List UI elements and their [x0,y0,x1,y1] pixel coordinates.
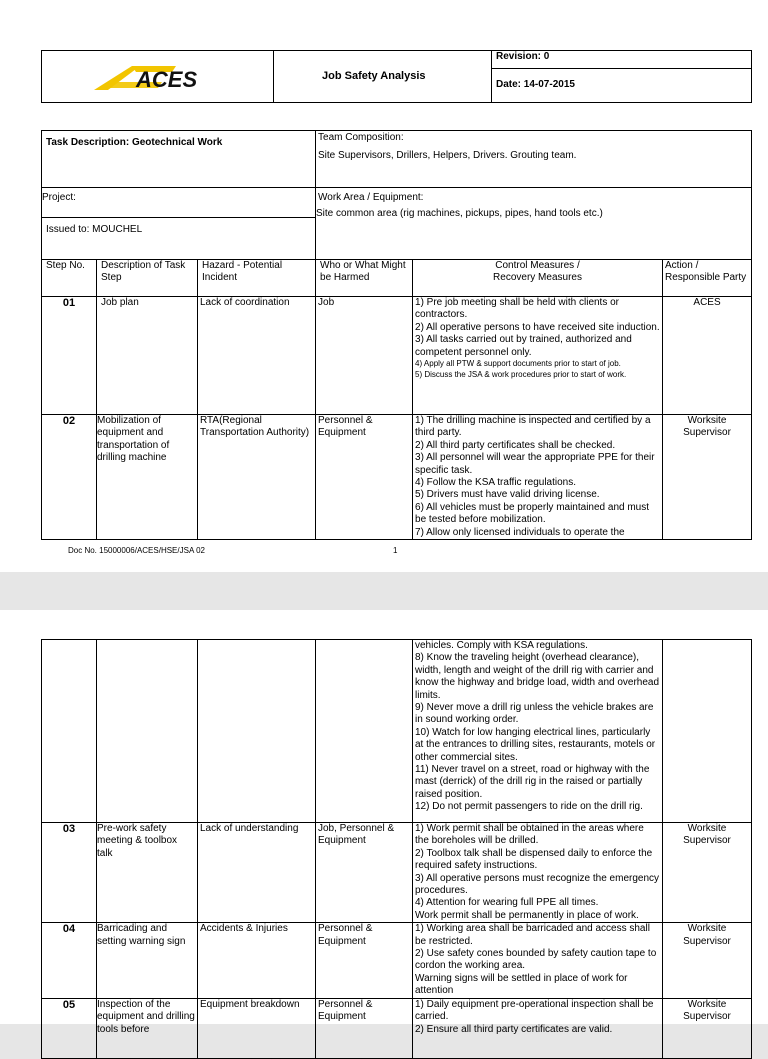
task-step: Inspection of the equipment and drilling tools before [97,998,198,1058]
control-measure: 3) All operative persons must recognize the emergency procedures. [415,872,660,897]
harmed [316,640,413,823]
hazard: Equipment breakdown [198,998,316,1058]
table-row [42,297,752,415]
control-measures [413,998,663,1058]
task-step: Pre-work safety meeting & toolbox talk [97,823,198,923]
col-header-who: Who or What Might be Harmed [316,260,413,297]
revision-label: Revision: 0 [492,51,752,69]
page-number: 1 [393,546,398,555]
control-measures [413,923,663,998]
task-step: Job plan [97,297,198,415]
responsible-party [663,640,752,823]
control-measure: 6) All vehicles must be properly maintained and must be tested before mobilization. [415,501,650,526]
svg-text:ACES: ACES [136,67,198,92]
harmed: Personnel & Equipment [316,998,413,1058]
table-row [42,823,752,923]
responsible-party: Worksite Supervisor [663,923,752,998]
task-step: Mobilization of equipment and transportation of drilling machine [97,415,198,540]
step-number: 04 [42,923,97,998]
col-header-action: Action / Responsible Party [663,260,752,297]
work-area-cell [316,188,752,260]
team-composition-label: Team Composition: [318,132,404,143]
hazard [198,640,316,823]
control-measure: 2) Ensure all third party certificates are valid. [415,1023,613,1035]
harmed: Personnel & Equipment [316,923,413,998]
control-measure: 2) Use safety cones bounded by safety caution tape to cordon the working area. [415,948,657,972]
aces-logo [92,62,232,92]
hazard: Accidents & Injuries [198,923,316,998]
control-measure: 3) All personnel will wear the appropriate PPE for their specific task. [415,452,655,476]
col-header-control: Control Measures / Recovery Measures [413,260,663,297]
control-measure: 2) Toolbox talk shall be dispensed daily to enforce the required safety instructions. [415,847,653,872]
col-header-hazard: Hazard - Potential Incident [198,260,316,297]
step-number: 05 [42,998,97,1058]
task-description: Task Description: Geotechnical Work [42,131,316,188]
control-measures [413,823,663,923]
issued-to: Issued to: MOUCHEL [42,218,316,260]
jsa-table-page-1 [41,130,752,540]
control-measure: 2) All operative persons to have received site induction. [415,321,660,333]
harmed: Job [316,297,413,415]
doc-number: Doc No. 15000006/ACES/HSE/JSA 02 [68,546,205,555]
control-measures [413,415,663,540]
step-number: 01 [42,297,97,415]
responsible-party: Worksite Supervisor [663,998,752,1058]
control-measure: 2) All third party certificates shall be checked. [415,439,616,451]
work-area-label: Work Area / Equipment: [318,192,424,203]
team-composition-cell [316,131,752,188]
project-label: Project: [42,188,316,218]
hazard: Lack of understanding [198,823,316,923]
control-measure: 1) Working area shall be barricaded and access shall be restricted. [415,923,650,947]
hazard: Lack of coordination [198,297,316,415]
step-number: 02 [42,415,97,540]
control-measure: 10) Watch for low hanging electrical lines, particularly at the entrances to drilling sites, restaurants, motels or other commercial sites. [415,726,656,763]
control-measure: 5) Discuss the JSA & work procedures prior to start of work. [415,369,627,379]
task-step [97,640,198,823]
control-measure: 12) Do not permit passengers to ride on the drill rig. [415,801,643,813]
control-measure: Work permit shall be permanently in place of work. [415,909,639,921]
control-measure: 9) Never move a drill rig unless the vehicle brakes are in sound working order. [415,702,654,726]
control-measure: 3) All tasks carried out by trained, authorized and competent personnel only. [415,334,632,358]
control-measure: 5) Drivers must have valid driving license. [415,489,600,501]
control-measure: 4) Follow the KSA traffic regulations. [415,477,577,489]
table-row [42,415,752,540]
hazard: RTA(Regional Transportation Authority) [198,415,316,540]
jsa-table-page-2 [41,639,752,1059]
column-header-row [42,260,752,297]
control-measure: Warning signs will be settled in place of work for attention [415,972,628,997]
document-page-2 [0,610,768,1035]
table-row [42,923,752,998]
control-measures [413,640,663,823]
document-title: Job Safety Analysis [274,51,492,103]
control-measure: 4) Apply all PTW & support documents prior to start of job. [415,359,621,369]
work-area-value: Site common area (rig machines, pickups, pipes, hand tools etc.) [316,208,603,220]
control-measure: 11) Never travel on a street, road or highway with the mast (derrick) of the drill rig in the raised or partially raised position. [415,764,650,800]
responsible-party: Worksite Supervisor [663,823,752,923]
step-number [42,640,97,823]
table-row [42,998,752,1058]
task-step: Barricading and setting warning sign [97,923,198,998]
control-measure: 1) Work permit shall be obtained in the areas where the boreholes will be drilled. [415,823,644,847]
logo-cell [42,51,274,103]
step-number: 03 [42,823,97,923]
control-measure: 7) Allow only licensed individuals to operate the [415,526,625,538]
harmed: Personnel & Equipment [316,415,413,540]
col-header-step: Step No. [42,260,97,297]
responsible-party: ACES [663,297,752,415]
control-measure: 4) Attention for wearing full PPE all times. [415,897,599,909]
table-row [42,640,752,823]
header-table [41,50,752,103]
col-header-description: Description of Task Step [97,260,198,297]
team-composition-value: Site Supervisors, Drillers, Helpers, Drivers. Grouting team. [318,150,577,162]
control-measures [413,297,663,415]
control-measure: vehicles. Comply with KSA regulations. [415,640,588,651]
control-measure: 1) Daily equipment pre-operational inspection shall be carried. [415,998,654,1023]
harmed: Job, Personnel & Equipment [316,823,413,923]
date-label: Date: 14-07-2015 [492,69,752,103]
control-measure: 8) Know the traveling height (overhead clearance), width, length and weight of the drill rig with carrier and know the highway and bridge load, width and overhead limits. [415,652,660,701]
responsible-party: Worksite Supervisor [663,415,752,540]
control-measure: 1) Pre job meeting shall be held with clients or contractors. [415,297,620,321]
control-measure: 1) The drilling machine is inspected and certified by a third party. [415,415,651,439]
